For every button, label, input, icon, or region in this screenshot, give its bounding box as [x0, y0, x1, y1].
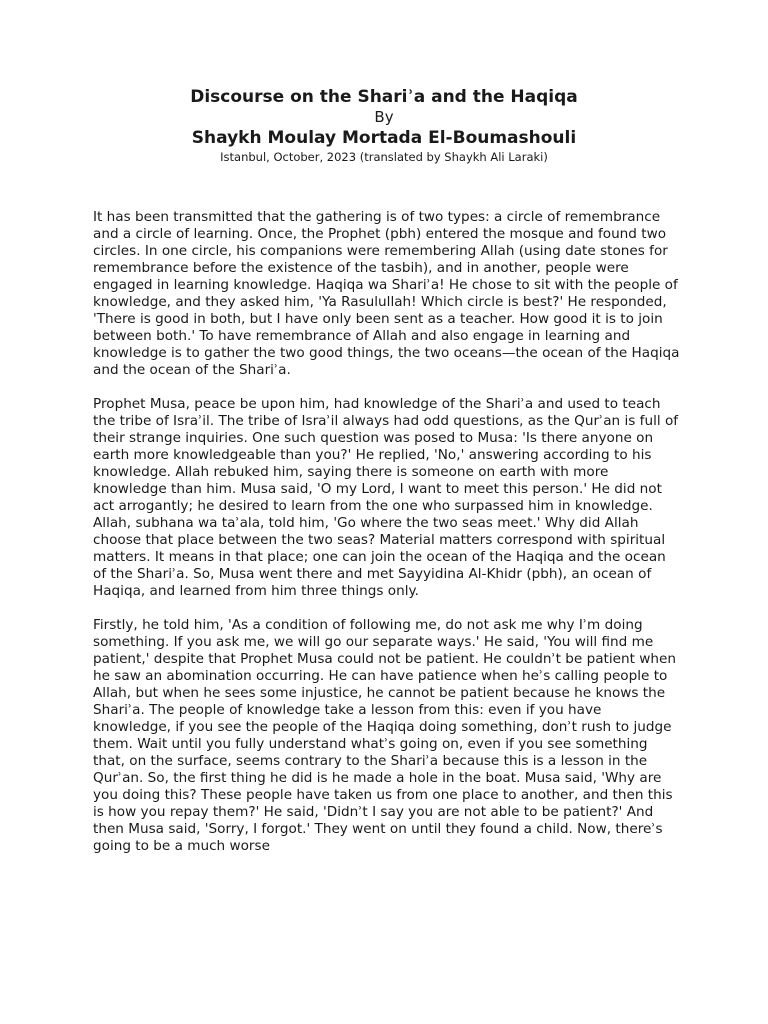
by-line: By	[374, 108, 394, 126]
document-header	[0, 86, 768, 164]
document-subtitle: Istanbul, October, 2023 (translated by Shaykh Ali Laraki)	[220, 150, 548, 164]
author-name: Shaykh Moulay Mortada El-Boumashouli	[191, 128, 577, 148]
document-body	[93, 209, 681, 872]
document-title: Discourse on the Shariʾa and the Haqiqa	[190, 87, 578, 107]
paragraph: It has been transmitted that the gathering is of two types: a circle of remembrance and a circle of learning. Once, the Prophet (pbh) entered the mosque and found two circles. In one circle, his companions were remembering Allah (using date stones for remembrance before the existence of the tasbih), and in another, people were engaged in learning knowledge. Haqiqa wa Shariʾa! He chose to sit with the people of knowledge, and they asked him, 'Ya Rasulullah! Which circle is best?' He responded, 'There is good in both, but I have only been sent as a teacher. How good it is to join between both.' To have remembrance of Allah and also engage in learning and knowledge is to gather the two good things, the two oceans—the ocean of the Haqiqa and the ocean of the Shariʾa.	[93, 209, 680, 378]
paragraph: Firstly, he told him, 'As a condition of following me, do not ask me why Iʾm doing something. If you ask me, we will go our separate ways.' He said, 'You will find me patient,' despite that Prophet Musa could not be patient. He couldnʾt be patient when he saw an abomination occurring. He can have patience when heʾs calling people to Allah, but when he sees some injustice, he cannot be patient because he knows the Shariʾa. The people of knowledge take a lesson from this: even if you have knowledge, if you see the people of the Haqiqa doing something, donʾt rush to judge them. Wait until you fully understand whatʾs going on, even if you see something that, on the surface, seems contrary to the Shariʾa because this is a lesson in the Qurʾan. So, the first thing he did is he made a hole in the boat. Musa said, 'Why are you doing this? These people have taken us from one place to another, and then this is how you repay them?' He said, 'Didnʾt I say you are not able to be patient?' And then Musa said, 'Sorry, I forgot.' They went on until they found a child. Now, thereʾs going to be a much worse	[93, 617, 677, 854]
paragraph: Prophet Musa, peace be upon him, had knowledge of the Shariʾa and used to teach the tribe of Israʾil. The tribe of Israʾil always had odd questions, as the Qurʾan is full of their strange inquiries. One such question was posed to Musa: 'Is there anyone on earth more knowledgeable than you?' He replied, 'No,' answering according to his knowledge. Allah rebuked him, saying there is someone on earth with more knowledge than him. Musa said, 'O my Lord, I want to meet this person.' He did not act arrogantly; he desired to learn from the one who surpassed him in knowledge. Allah, subhana wa taʾala, told him, 'Go where the two seas meet.' Why did Allah choose that place between the two seas? Material matters correspond with spiritual matters. It means in that place; one can join the ocean of the Haqiqa and the ocean of the Shariʾa. So, Musa went there and met Sayyidina Al-Khidr (pbh), an ocean of Haqiqa, and learned from him three things only.	[93, 396, 679, 599]
